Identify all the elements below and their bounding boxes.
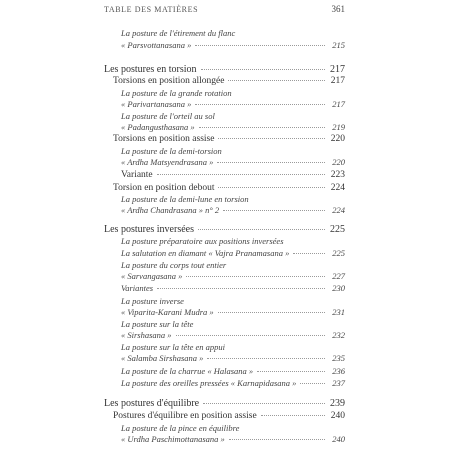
toc-subsection <box>113 411 345 421</box>
toc-entry-page: 220 <box>332 157 345 167</box>
toc-section-page: 225 <box>330 224 345 235</box>
dot-leader <box>218 138 325 139</box>
dot-leader <box>176 335 325 336</box>
toc-entry-label: « Sirshasana » <box>121 330 172 340</box>
toc-entry <box>121 40 345 50</box>
dot-leader <box>157 174 325 175</box>
toc-entry <box>121 353 345 363</box>
toc-entry-label: « Sarvangasana » <box>121 271 183 281</box>
toc-entry-title: La posture sur la tête en appui <box>121 342 226 352</box>
toc-entry-page: 224 <box>332 205 345 215</box>
toc-entry-title: La posture de l'orteil au sol <box>121 111 215 121</box>
toc-entry-page: 240 <box>332 434 345 444</box>
dot-leader <box>207 358 325 359</box>
dot-leader <box>223 210 325 211</box>
toc-section-label: Les postures inversées <box>104 224 194 235</box>
toc-entry-title: La posture du corps tout entier <box>121 260 227 270</box>
toc-entry-page: 231 <box>332 307 345 317</box>
toc-subsection <box>113 76 345 86</box>
toc-entry-page: 215 <box>332 40 345 50</box>
dot-leader <box>257 371 325 372</box>
toc-entry <box>121 366 345 376</box>
toc-section-page: 217 <box>330 64 345 75</box>
toc-entry <box>121 307 345 317</box>
toc-subsection-label: Torsions en position allongée <box>113 76 225 86</box>
toc-subsection-page: 224 <box>330 183 345 193</box>
toc-entry-title: La posture de la demi-lune en torsion <box>121 194 249 204</box>
toc-entry-label: « Parsvottanasana » <box>121 40 192 50</box>
toc-section-label: Les postures d'équilibre <box>104 398 200 409</box>
dot-leader <box>228 80 325 81</box>
toc-entry <box>121 122 345 132</box>
toc-entry-page: 235 <box>332 353 345 363</box>
toc-entry <box>121 378 345 388</box>
toc-entry <box>121 157 345 167</box>
toc-subsection-page: 220 <box>330 134 345 144</box>
toc-subsection-page: 217 <box>330 76 345 86</box>
toc-entry-title: La posture de la grande rotation <box>121 88 232 98</box>
toc-entry-page: 232 <box>332 330 345 340</box>
dot-leader <box>157 288 325 289</box>
toc-entry-page: 236 <box>332 366 345 376</box>
toc-entry-title: La posture de l'étirement du flanc <box>121 28 236 38</box>
toc-section <box>104 224 345 235</box>
toc-entry-label: « Ardha Chandrasana » n° 2 <box>121 205 220 215</box>
toc-entry <box>121 434 345 444</box>
toc-entry-page: 217 <box>332 99 345 109</box>
toc-section <box>104 398 345 409</box>
toc-subsection <box>113 183 345 193</box>
toc-entry-label: Variantes <box>121 283 154 293</box>
toc-entry-page: 227 <box>332 271 345 281</box>
toc-entry-title: La posture de la demi-torsion <box>121 146 222 156</box>
toc-entry-label: « Viparita-Karani Mudra » <box>121 307 214 317</box>
dot-leader <box>293 253 325 254</box>
toc-entry-label: « Urdha Paschimottanasana » <box>121 434 225 444</box>
running-header: TABLE DES MATIÈRES <box>104 5 199 14</box>
toc-entry-label: La salutation en diamant « Vajra Pranamasana » <box>121 248 290 258</box>
toc-entry <box>121 99 345 109</box>
page-number: 361 <box>331 4 345 14</box>
toc-subsection-page: 240 <box>330 411 345 421</box>
toc-entry-label: « Padangusthasana » <box>121 122 195 132</box>
toc-section-label: Les postures en torsion <box>104 64 197 75</box>
dot-leader <box>218 312 325 313</box>
dot-leader <box>300 383 325 384</box>
toc-subsection-label: Torsion en position debout <box>113 183 215 193</box>
dot-leader <box>186 276 325 277</box>
toc-entry-title: La posture sur la tête <box>121 319 194 329</box>
toc-entry-label: « Parivartanasana » <box>121 99 192 109</box>
toc-entry <box>121 248 345 258</box>
dot-leader <box>198 229 325 230</box>
toc-entry-page: 237 <box>332 378 345 388</box>
toc-entry <box>121 283 345 293</box>
toc-entry-title: La posture de la pince en équilibre <box>121 423 240 433</box>
toc-subsection <box>113 134 345 144</box>
toc-entry-page: 223 <box>330 170 345 180</box>
dot-leader <box>199 127 325 128</box>
toc-section <box>104 64 345 75</box>
toc-entry <box>121 205 345 215</box>
toc-entry <box>121 271 345 281</box>
dot-leader <box>217 162 325 163</box>
toc-entry <box>121 330 345 340</box>
toc-entry <box>121 170 345 180</box>
toc-entry-page: 219 <box>332 122 345 132</box>
toc-entry-label: « Ardha Matsyendrasana » <box>121 157 214 167</box>
toc-entry-label: Variante <box>121 170 153 180</box>
toc-subsection-label: Torsions en position assise <box>113 134 215 144</box>
toc-entry-label: La posture des oreilles pressées « Karnapidasana » <box>121 378 297 388</box>
toc-entry-page: 230 <box>332 283 345 293</box>
toc-entry-title: La posture préparatoire aux positions inversées <box>121 236 284 246</box>
dot-leader <box>229 439 325 440</box>
toc-subsection-label: Postures d'équilibre en position assise <box>113 411 257 421</box>
dot-leader <box>203 403 325 404</box>
toc-entry-label: « Salamba Sirshasana » <box>121 353 204 363</box>
dot-leader <box>261 415 325 416</box>
dot-leader <box>218 187 325 188</box>
toc-entry-label: La posture de la charrue « Halasana » <box>121 366 254 376</box>
dot-leader <box>201 69 326 70</box>
dot-leader <box>195 104 325 105</box>
toc-section-page: 239 <box>330 398 345 409</box>
toc-entry-title: La posture inverse <box>121 296 184 306</box>
toc-entry-page: 225 <box>332 248 345 258</box>
dot-leader <box>195 45 325 46</box>
